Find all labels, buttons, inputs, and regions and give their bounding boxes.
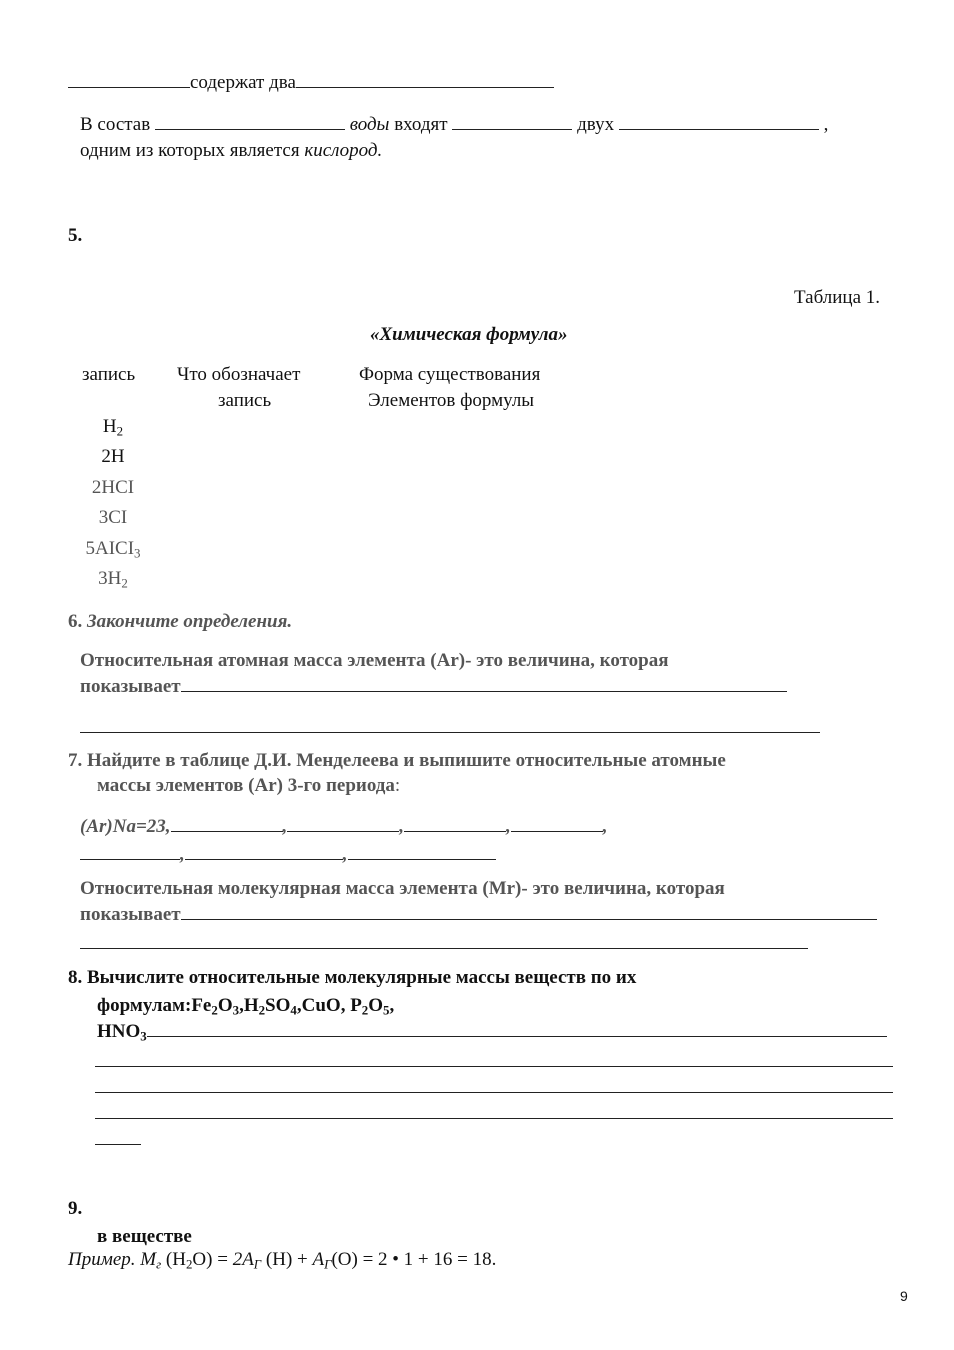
text-kislorod: кислород.	[304, 140, 383, 161]
text-vhodyat: входят	[394, 114, 448, 135]
question-8-text: Вычислите относительные молекулярные массы веществ по их	[87, 967, 637, 988]
formula-cuo: CuO	[301, 995, 341, 1016]
formula-sub: 4	[290, 1002, 297, 1018]
question-5-number: 5.	[68, 225, 83, 246]
question-7-number: 7.	[68, 750, 83, 771]
table-row	[70, 416, 156, 438]
formula-o: O	[368, 995, 384, 1016]
formula-base: 2H	[101, 446, 125, 467]
answer-line[interactable]	[95, 1144, 141, 1145]
example-part: (H) +	[261, 1249, 313, 1270]
formula-sub: 3	[140, 1028, 147, 1044]
example-sub: 2	[185, 1256, 193, 1272]
header-zapis: запись	[82, 364, 136, 385]
mr-definition-2	[80, 904, 877, 926]
formula-base: 3H	[98, 568, 122, 589]
formula-h: H	[243, 995, 259, 1016]
answer-line[interactable]	[95, 1092, 893, 1093]
example-a-sub: Г	[324, 1256, 332, 1272]
line1-text: содержат два	[190, 72, 296, 93]
formula-base: 3CI	[98, 507, 128, 528]
comma: ,	[399, 816, 405, 837]
formula-so: SO	[265, 995, 291, 1016]
formula-base: 5AICI	[85, 538, 135, 559]
table-row	[70, 568, 156, 590]
example-part: (O) = 2 • 1 + 16 = 18.	[331, 1249, 497, 1270]
header-meaning-2: запись	[218, 390, 272, 411]
example-a-sub: Г	[253, 1256, 262, 1272]
composition-sentence-cont	[80, 140, 382, 162]
comma: ,	[180, 844, 185, 865]
comma: ,	[506, 816, 511, 837]
text-pokazyvaet: показывает	[80, 676, 181, 697]
formula-sub: 5	[383, 1002, 390, 1018]
example-a: 2A	[232, 1249, 254, 1270]
text-v-sostav: В состав	[80, 114, 151, 135]
question-7	[68, 750, 726, 772]
header-meaning: Что обозначает	[177, 364, 301, 385]
example-m-sub: г	[156, 1256, 162, 1272]
text-dvuh: двух	[577, 114, 615, 135]
formula-base: 2HCI	[91, 477, 135, 498]
formula-sub: 3	[134, 545, 141, 561]
comma: ,	[602, 816, 608, 837]
table-row	[70, 446, 156, 468]
question-9-example	[68, 1249, 496, 1271]
example-part: O) =	[192, 1249, 233, 1270]
formula-o: O	[217, 995, 233, 1016]
question-9-sub: в веществе	[97, 1226, 192, 1247]
text-odnim: одним из которых является	[80, 140, 300, 161]
table-row	[70, 538, 156, 560]
formula-sub: 2	[361, 1002, 369, 1018]
formulas-prefix: формулам:	[97, 995, 192, 1016]
question-6-number: 6.	[68, 611, 83, 632]
formula-sub: 2	[211, 1002, 218, 1018]
question-7-line2	[97, 775, 400, 797]
formula-sub: 3	[232, 1002, 240, 1018]
page-number: 9	[900, 1288, 908, 1304]
table-title: «Химическая формула»	[370, 324, 568, 345]
text-comma: ,	[823, 114, 829, 135]
colon: :	[394, 775, 401, 796]
answer-line[interactable]	[95, 1066, 893, 1067]
table-row	[70, 507, 156, 529]
example-a: A	[312, 1249, 325, 1270]
formula-p: P	[350, 995, 362, 1016]
formula-base: H	[102, 416, 117, 437]
formula-hno: HNO	[97, 1021, 141, 1042]
formula-sub: 2	[121, 575, 128, 591]
comma: ,	[342, 844, 348, 865]
question-8-hno3	[97, 1021, 887, 1043]
question-6	[68, 611, 292, 633]
example-m: M	[140, 1249, 157, 1270]
comma: ,	[389, 995, 395, 1016]
question-8	[68, 967, 636, 989]
answer-line[interactable]	[80, 732, 820, 733]
example-label: Пример.	[68, 1249, 136, 1270]
question-9-number: 9.	[68, 1198, 83, 1219]
header-form: Форма существования	[359, 364, 541, 385]
question-7-text: Найдите в таблице Д.И. Менделеева и выпишите относительные атомные	[87, 750, 726, 771]
line1	[68, 72, 554, 94]
header-form-2: Элементов формулы	[368, 390, 535, 411]
question-6-title: Закончите определения.	[87, 611, 293, 632]
text-pokazyvaet: показывает	[80, 904, 181, 925]
comma: ,	[239, 995, 244, 1016]
ar-answer-line-2	[80, 844, 496, 866]
formula-sub: 2	[258, 1002, 266, 1018]
table-caption: Таблица 1.	[794, 287, 881, 308]
ar-answer-line	[80, 816, 608, 838]
ar-definition-2	[80, 676, 787, 698]
question-8-number: 8.	[68, 967, 83, 988]
formula-sub: 2	[116, 423, 124, 439]
table-row	[70, 477, 156, 499]
formula-fe: Fe	[191, 995, 212, 1016]
question-8-formulas	[97, 995, 394, 1017]
comma: ,	[282, 816, 288, 837]
mr-definition: Относительная молекулярная масса элемента (Mr)- это величина, которая	[80, 878, 725, 899]
answer-line[interactable]	[80, 948, 808, 949]
example-part: (H	[161, 1249, 186, 1270]
text-vody: воды	[349, 114, 390, 135]
comma: ,	[340, 995, 351, 1016]
ar-definition: Относительная атомная масса элемента (Ar)- это величина, которая	[80, 650, 669, 671]
composition-sentence	[80, 114, 828, 136]
answer-line[interactable]	[95, 1118, 893, 1119]
question-7-text-2: массы элементов (Ar) 3-го периода	[97, 775, 395, 796]
example-na: (Ar)Na=23,	[80, 816, 171, 837]
comma: ,	[296, 995, 302, 1016]
